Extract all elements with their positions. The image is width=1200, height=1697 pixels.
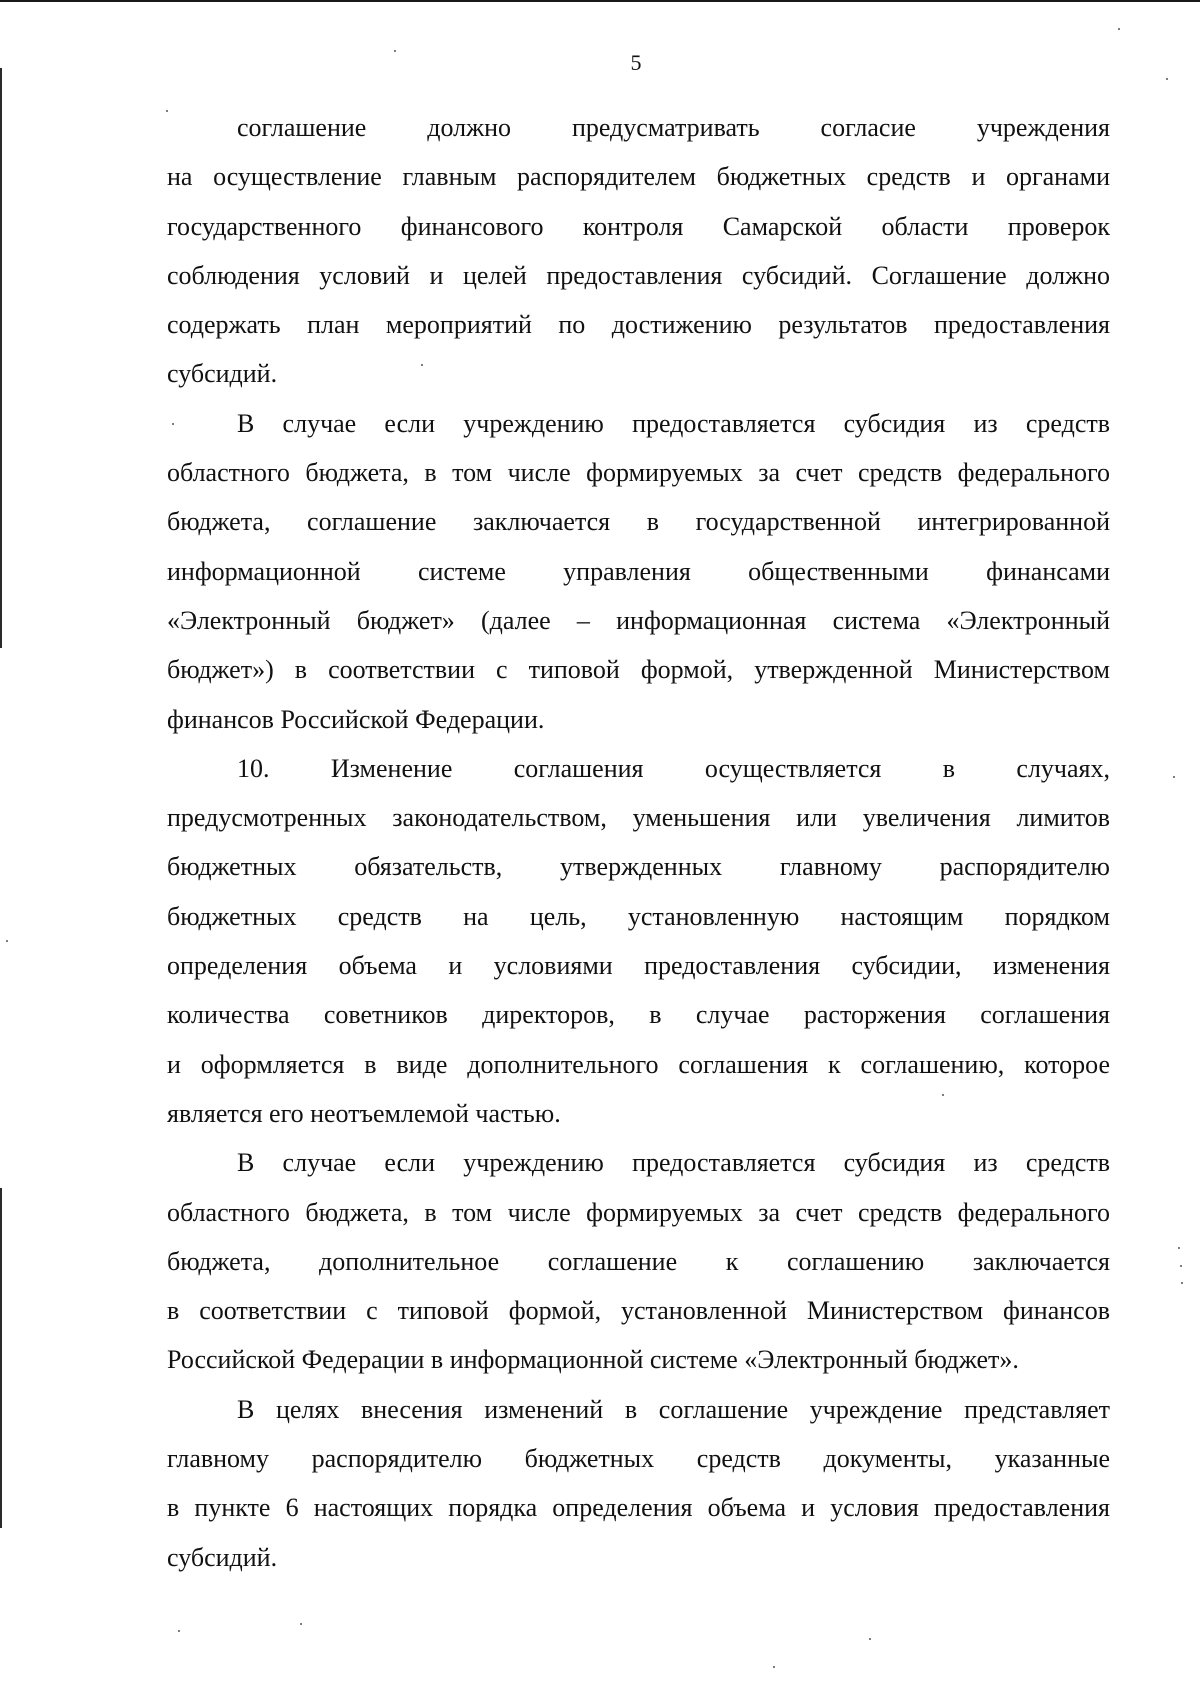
text-line: бюджет») в соответствии с типовой формой, утвержденной Министерством <box>167 655 1110 685</box>
text-line: областного бюджета, в том числе формируемых за счет средств федерального <box>167 1197 1110 1227</box>
page-number: 5 <box>630 50 642 75</box>
scan-speck <box>6 940 8 942</box>
text-line: В целях внесения изменений в соглашение учреждение представляет <box>237 1394 1110 1424</box>
text-line: на осуществление главным распорядителем бюджетных средств и органами <box>167 162 1110 192</box>
text-line: и оформляется в виде дополнительного соглашения к соглашению, которое <box>167 1049 1110 1079</box>
scan-edge-top <box>0 0 1200 2</box>
text-line: определения объема и условиями предоставления субсидии, изменения <box>167 951 1110 981</box>
text-line: соблюдения условий и целей предоставления субсидий. Соглашение должно <box>167 260 1110 290</box>
paragraph <box>167 744 1110 1138</box>
scan-speck <box>773 1666 775 1668</box>
text-line: финансов Российской Федерации. <box>167 704 545 734</box>
text-line: в пункте 6 настоящих порядка определения объема и условия предоставления <box>167 1493 1110 1523</box>
text-line: В случае если учреждению предоставляется субсидия из средств <box>237 408 1110 438</box>
text-line: бюджета, дополнительное соглашение к соглашению заключается <box>167 1246 1110 1276</box>
text-line: соглашение должно предусматривать согласие учреждения <box>237 113 1110 142</box>
text-line: Российской Федерации в информационной системе «Электронный бюджет». <box>167 1345 1019 1375</box>
scan-speck <box>869 1638 871 1640</box>
text-line: 10. Изменение соглашения осуществляется в случаях, <box>237 753 1110 783</box>
paragraph <box>167 1385 1110 1582</box>
text-line: в соответствии с типовой формой, установленной Министерством финансов <box>167 1296 1110 1326</box>
paragraph <box>167 103 1110 399</box>
scan-speck <box>394 50 396 52</box>
text-line: бюджетных обязательств, утвержденных главному распорядителю <box>167 852 1110 882</box>
scan-edge-left-lower <box>0 1188 2 1528</box>
text-line: «Электронный бюджет» (далее – информационная система «Электронный <box>167 605 1110 635</box>
scan-speck <box>1178 1247 1180 1249</box>
scan-edge-left-upper <box>0 68 2 648</box>
text-line: государственного финансового контроля Самарской области проверок <box>167 211 1110 241</box>
scan-speck <box>1180 1265 1182 1267</box>
scan-speck <box>1118 28 1120 30</box>
text-line: содержать план мероприятий по достижению результатов предоставления <box>167 310 1110 340</box>
text-line: является его неотъемлемой частью. <box>167 1098 561 1128</box>
scan-speck <box>1173 776 1175 778</box>
paragraph <box>167 1138 1110 1384</box>
scan-speck <box>300 1623 302 1625</box>
text-line: субсидий. <box>167 359 278 389</box>
text-line: областного бюджета, в том числе формируемых за счет средств федерального <box>167 458 1110 488</box>
text-line: субсидий. <box>167 1542 278 1572</box>
text-line: бюджета, соглашение заключается в государственной интегрированной <box>167 507 1110 537</box>
document-body <box>167 103 1110 1582</box>
text-line: В случае если учреждению предоставляется субсидия из средств <box>237 1148 1110 1178</box>
scan-speck <box>1166 78 1168 80</box>
text-line: главному распорядителю бюджетных средств документы, указанные <box>167 1444 1110 1474</box>
text-line: предусмотренных законодательством, уменьшения или увеличения лимитов <box>167 803 1110 833</box>
scan-speck <box>942 1094 944 1096</box>
scan-speck <box>421 364 423 366</box>
scan-speck <box>178 1630 180 1632</box>
scan-speck <box>166 110 168 112</box>
scan-speck <box>1181 1282 1183 1284</box>
scan-speck <box>172 423 174 425</box>
text-line: бюджетных средств на цель, установленную настоящим порядком <box>167 901 1110 931</box>
text-line: количества советников директоров, в случае расторжения соглашения <box>167 1000 1110 1030</box>
text-line: информационной системе управления общественными финансами <box>167 556 1110 586</box>
paragraph <box>167 399 1110 744</box>
